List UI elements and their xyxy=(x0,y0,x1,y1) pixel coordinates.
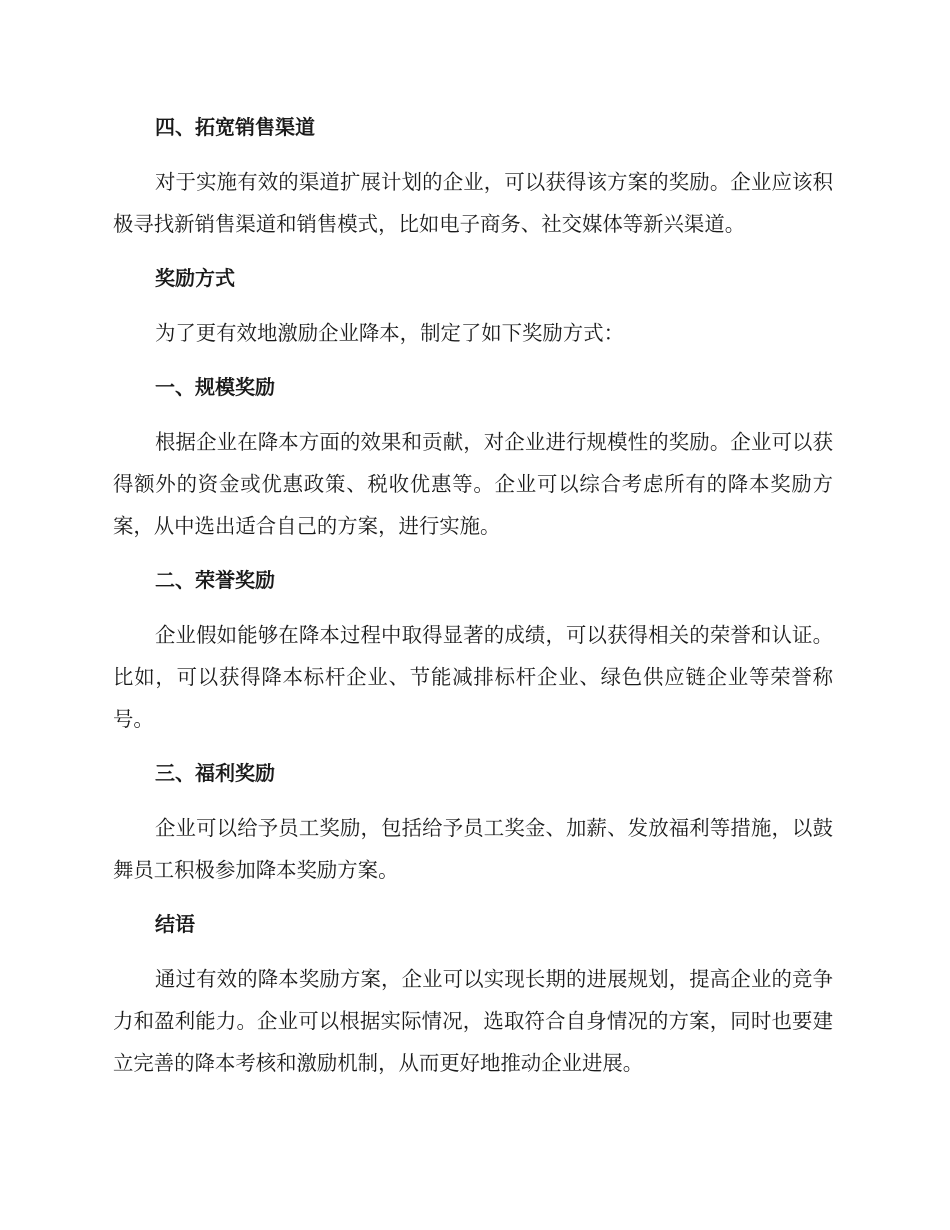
paragraph-reward-methods-intro: 为了更有效地激励企业降本，制定了如下奖励方式： xyxy=(155,321,624,345)
section-heading-reward-methods: 奖励方式 xyxy=(155,266,235,290)
paragraph-conclusion: 通过有效的降本奖励方案，企业可以实现长期的进展规划，提高企业的竞争力和盈利能力。企业可以根据实际情况，选取符合自身情况的方案，同时也要建立完善的降本考核和激励机制，从而更好地推动企业进展。 xyxy=(113,967,833,1075)
section-heading-conclusion: 结语 xyxy=(155,912,195,936)
paragraph-honor-reward: 企业假如能够在降本过程中取得显著的成绩，可以获得相关的荣誉和认证。比如，可以获得降本标杆企业、节能减排标杆企业、绿色供应链企业等荣誉称号。 xyxy=(113,623,833,731)
paragraph-sales-channels: 对于实施有效的渠道扩展计划的企业，可以获得该方案的奖励。企业应该积极寻找新销售渠道和销售模式，比如电子商务、社交媒体等新兴渠道。 xyxy=(113,170,833,236)
section-heading-welfare-reward: 三、福利奖励 xyxy=(155,761,275,785)
section-heading-honor-reward: 二、荣誉奖励 xyxy=(155,568,275,592)
paragraph-welfare-reward: 企业可以给予员工奖励，包括给予员工奖金、加薪、发放福利等措施，以鼓舞员工积极参加降本奖励方案。 xyxy=(113,816,833,882)
section-heading-scale-reward: 一、规模奖励 xyxy=(155,375,275,399)
paragraph-scale-reward: 根据企业在降本方面的效果和贡献，对企业进行规模性的奖励。企业可以获得额外的资金或优惠政策、税收优惠等。企业可以综合考虑所有的降本奖励方案，从中选出适合自己的方案，进行实施。 xyxy=(113,430,833,538)
document-page xyxy=(113,106,833,1084)
section-heading-expand-sales-channels: 四、拓宽销售渠道 xyxy=(155,115,315,139)
